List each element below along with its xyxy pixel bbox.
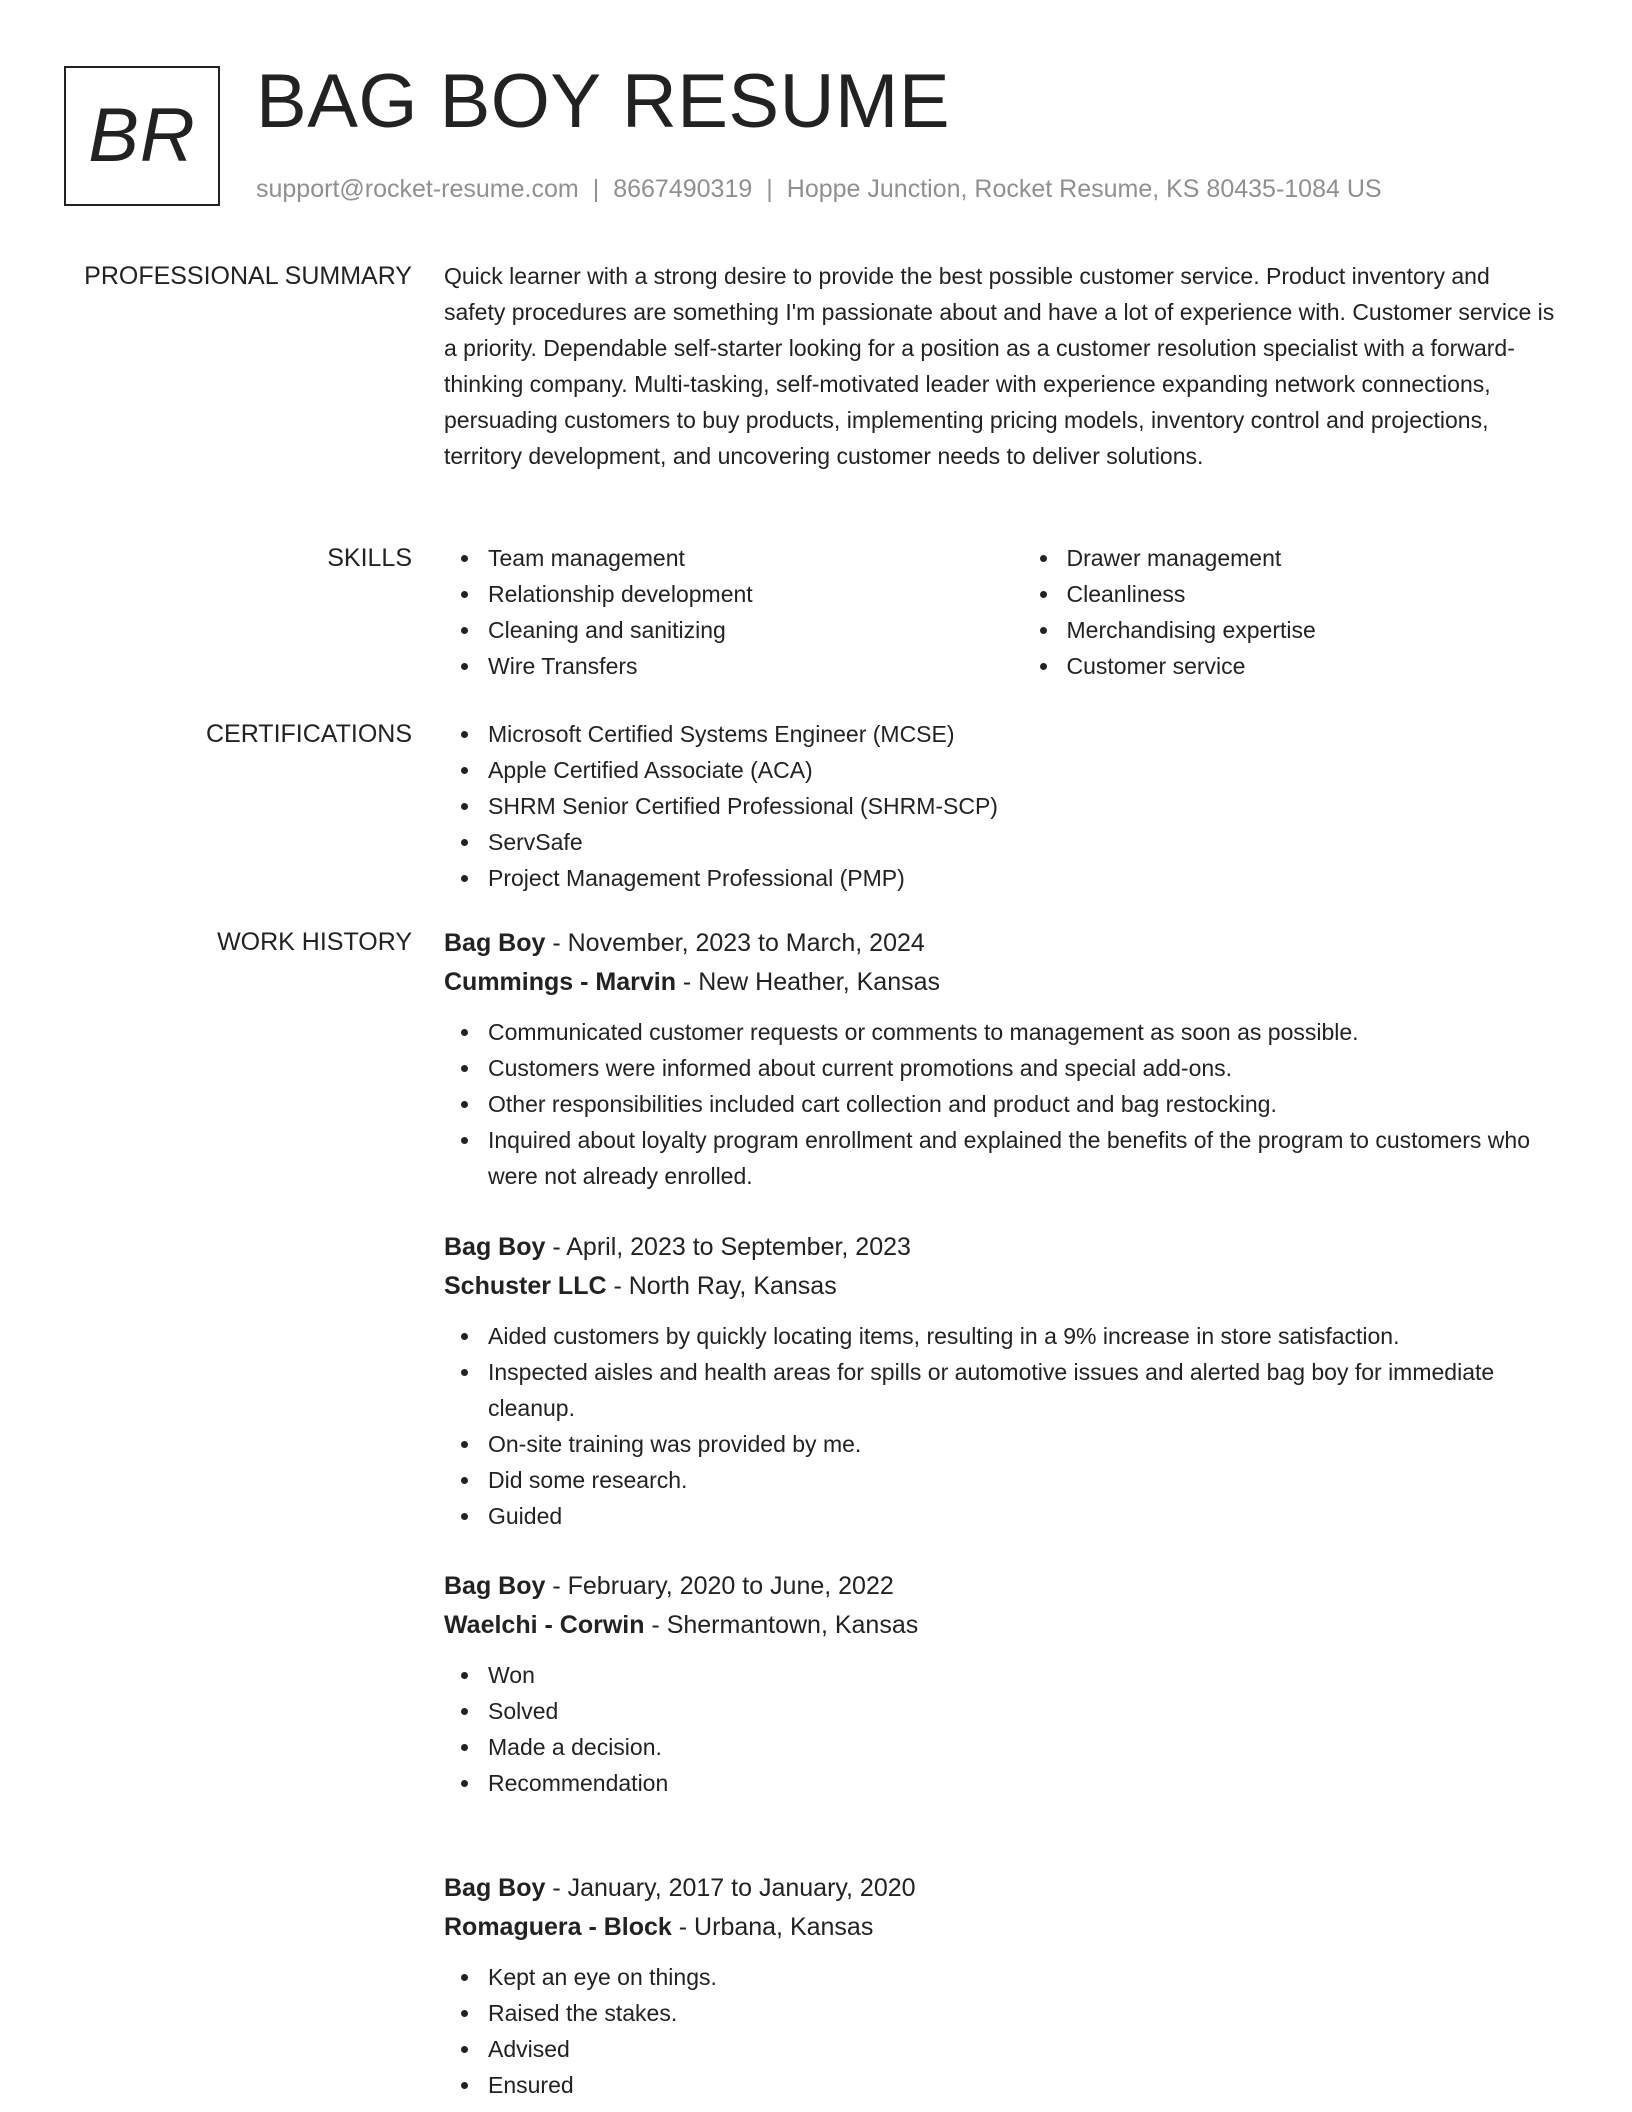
contact-separator: | bbox=[766, 175, 773, 203]
section-title: CERTIFICATIONS bbox=[205, 720, 412, 748]
job-company-line bbox=[444, 963, 1556, 1002]
job-bullet: Ensured bbox=[488, 2067, 1556, 2103]
skills-column-2 bbox=[1023, 540, 1557, 684]
job-company: Cummings - Marvin bbox=[444, 968, 676, 996]
job-bullets bbox=[444, 1014, 1556, 1194]
certification-item: Project Management Professional (PMP) bbox=[488, 860, 1556, 896]
skills-grid bbox=[444, 540, 1556, 684]
monogram-box bbox=[64, 66, 220, 206]
job-bullet: Made a decision. bbox=[488, 1729, 1556, 1765]
job-bullet: Other responsibilities included cart collection and product and bag restocking. bbox=[488, 1086, 1556, 1122]
job-bullet: Aided customers by quickly locating items, resulting in a 9% increase in store satisfaction. bbox=[488, 1318, 1556, 1354]
job-location: - Shermantown, Kansas bbox=[644, 1611, 919, 1639]
job-dates: - February, 2020 to June, 2022 bbox=[545, 1572, 894, 1600]
skill-item: Cleanliness bbox=[1067, 576, 1557, 612]
job-bullet: On-site training was provided by me. bbox=[488, 1426, 1556, 1462]
job-bullets bbox=[444, 1318, 1556, 1534]
job-entry bbox=[444, 924, 1556, 1194]
section-title: SKILLS bbox=[327, 544, 412, 572]
monogram-initials: BR bbox=[88, 93, 196, 178]
skill-item: Wire Transfers bbox=[488, 648, 978, 684]
job-company-line bbox=[444, 1908, 1556, 1947]
contact-phone: 8667490319 bbox=[613, 175, 753, 203]
contact-email: support@rocket-resume.com bbox=[256, 175, 579, 203]
resume-title: BAG BOY RESUME bbox=[256, 59, 951, 144]
job-role-line bbox=[444, 1869, 1556, 1908]
job-role: Bag Boy bbox=[444, 929, 546, 957]
skill-item: Customer service bbox=[1067, 648, 1557, 684]
job-bullets bbox=[444, 1657, 1556, 1801]
job-role: Bag Boy bbox=[444, 1572, 546, 1600]
summary-text: Quick learner with a strong desire to provide the best possible customer service. Product inventory and safety procedures are something I'm passionate about and have a lot of experience with. Customer service is a priority. Dependable self-starter looking for a position as a customer resolution specialist with a forward-thinking company. Multi-tasking, self-motivated leader with experience expanding network connections, persuading customers to buy products, implementing pricing models, inventory control and projections, territory development, and uncovering customer needs to deliver solutions. bbox=[444, 263, 1555, 469]
job-bullet: Advised bbox=[488, 2031, 1556, 2067]
job-role-line bbox=[444, 1567, 1556, 1606]
skill-item: Team management bbox=[488, 540, 978, 576]
skills-column-1 bbox=[444, 540, 978, 684]
job-bullet: Guided bbox=[488, 1498, 1556, 1534]
section-title: WORK HISTORY bbox=[217, 928, 412, 956]
job-role-line bbox=[444, 924, 1556, 963]
job-bullet: Inspected aisles and health areas for spills or automotive issues and alerted bag boy for immediate cleanup. bbox=[488, 1354, 1556, 1426]
job-location: - New Heather, Kansas bbox=[675, 968, 940, 996]
job-bullet: Customers were informed about current promotions and special add-ons. bbox=[488, 1050, 1556, 1086]
job-company-line bbox=[444, 1267, 1556, 1306]
job-bullet: Did some research. bbox=[488, 1462, 1556, 1498]
contact-address: Hoppe Junction, Rocket Resume, KS 80435-1084 US bbox=[786, 175, 1382, 203]
job-entry bbox=[444, 1228, 1556, 1534]
job-bullet: Won bbox=[488, 1657, 1556, 1693]
work-history-body bbox=[444, 924, 1556, 2098]
skill-item: Relationship development bbox=[488, 576, 978, 612]
job-role: Bag Boy bbox=[444, 1233, 546, 1261]
contact-line bbox=[256, 172, 1382, 206]
skill-item: Drawer management bbox=[1067, 540, 1557, 576]
job-bullet: Kept an eye on things. bbox=[488, 1959, 1556, 1995]
skills-body bbox=[444, 540, 1556, 684]
job-bullet: Recommendation bbox=[488, 1765, 1556, 1801]
certification-item: Apple Certified Associate (ACA) bbox=[488, 752, 1556, 788]
contact-separator: | bbox=[592, 175, 600, 203]
job-bullet: Communicated customer requests or comments to management as soon as possible. bbox=[488, 1014, 1556, 1050]
job-bullets bbox=[444, 1959, 1556, 2103]
certification-item: ServSafe bbox=[488, 824, 1556, 860]
section-title: PROFESSIONAL SUMMARY bbox=[84, 262, 412, 290]
certification-item: Microsoft Certified Systems Engineer (MCSE) bbox=[488, 716, 1556, 752]
job-entry bbox=[444, 1869, 1556, 2103]
job-company: Waelchi - Corwin bbox=[444, 1611, 645, 1639]
job-company: Schuster LLC bbox=[444, 1272, 607, 1300]
skill-item: Cleaning and sanitizing bbox=[488, 612, 978, 648]
certifications-list bbox=[444, 716, 1556, 896]
job-bullet: Raised the stakes. bbox=[488, 1995, 1556, 2031]
certifications-body bbox=[444, 716, 1556, 896]
certification-item: SHRM Senior Certified Professional (SHRM-SCP) bbox=[488, 788, 1556, 824]
job-company-line bbox=[444, 1606, 1556, 1645]
job-bullet: Inquired about loyalty program enrollment and explained the benefits of the program to customers who were not already enrolled. bbox=[488, 1122, 1556, 1194]
job-location: - North Ray, Kansas bbox=[606, 1272, 837, 1300]
job-dates: - January, 2017 to January, 2020 bbox=[545, 1874, 916, 1902]
job-bullet: Solved bbox=[488, 1693, 1556, 1729]
job-entry bbox=[444, 1567, 1556, 1801]
job-location: - Urbana, Kansas bbox=[671, 1913, 874, 1941]
job-role: Bag Boy bbox=[444, 1874, 546, 1902]
job-dates: - November, 2023 to March, 2024 bbox=[545, 929, 925, 957]
job-dates: - April, 2023 to September, 2023 bbox=[545, 1233, 911, 1261]
job-role-line bbox=[444, 1228, 1556, 1267]
job-company: Romaguera - Block bbox=[444, 1913, 672, 1941]
skill-item: Merchandising expertise bbox=[1067, 612, 1557, 648]
